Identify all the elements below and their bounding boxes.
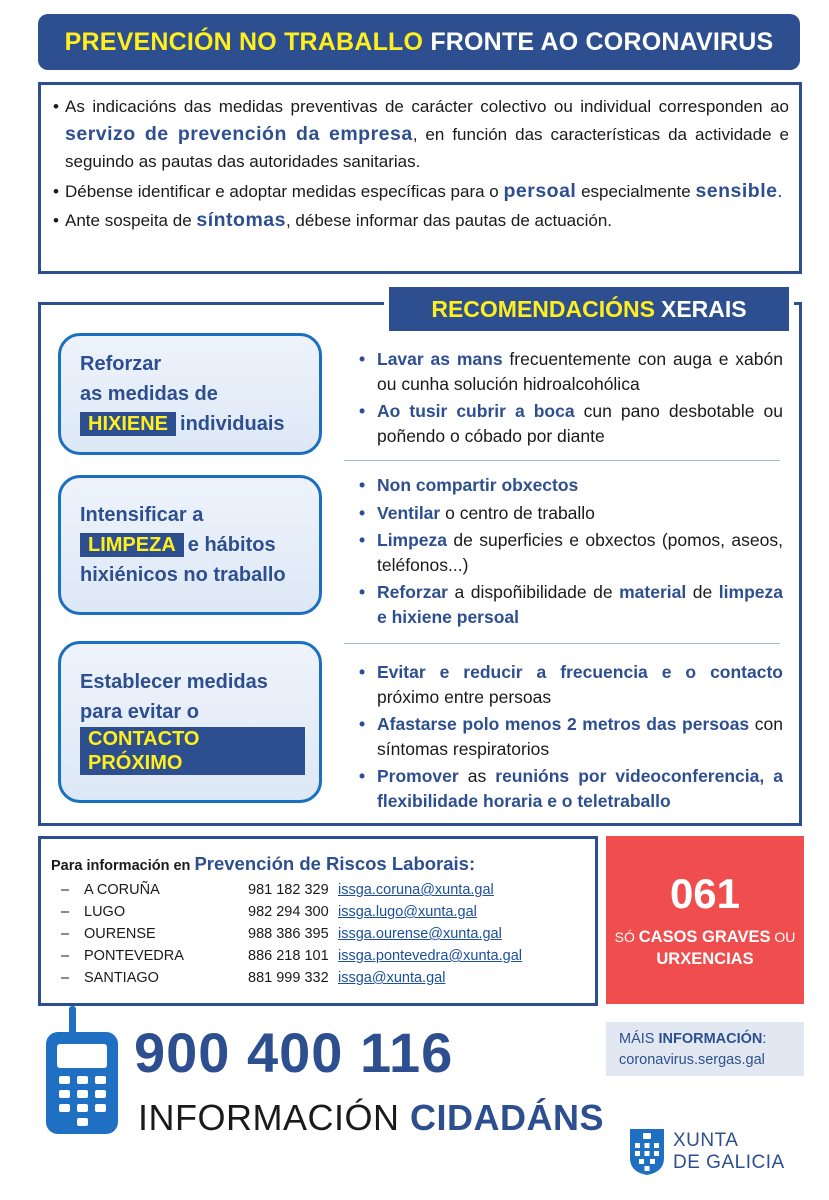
list-item (359, 712, 783, 761)
cleaning-list (359, 473, 783, 632)
xunta-logo-text (673, 1130, 785, 1174)
contact-email-link[interactable]: issga.pontevedra@xunta.gal (338, 948, 523, 964)
dash: – (61, 882, 70, 898)
more-info-a: MÁIS (619, 1031, 659, 1047)
card-line-rest: individuais (180, 413, 285, 435)
dash: – (61, 926, 70, 942)
dash: – (61, 970, 70, 986)
recommendations-title (389, 287, 789, 331)
list-text: con síntomas respiratorios (377, 714, 784, 759)
xunta-shield-icon (629, 1128, 665, 1176)
dash: – (61, 948, 70, 964)
more-info-b: INFORMACIÓN (658, 1031, 763, 1047)
contact-row (51, 879, 595, 901)
contact-heading (51, 853, 595, 875)
emergency-text-a: SÓ (614, 929, 639, 945)
emergency-text (615, 926, 796, 970)
intro-text: Débense identificar e adoptar medidas específicas para o (65, 181, 504, 201)
contact-email-link[interactable]: issga@xunta.gal (338, 970, 446, 986)
list-emphasis: material (619, 582, 687, 602)
contact-phone: 982 294 300 (248, 904, 329, 920)
list-emphasis: Promover (377, 766, 459, 786)
contact-phone: 881 999 332 (248, 970, 329, 986)
more-info-box (606, 1022, 804, 1076)
list-text: de (686, 582, 719, 602)
emergency-text-c: OU (770, 929, 796, 945)
card-line: Reforzar (80, 353, 162, 375)
intro-text: , en función das características da actividade e seguindo as pautas das autoridades sanitarias. (65, 124, 789, 171)
list-emphasis: reunións por videoconferencia, a flexibilidade horaria e o teletraballo (377, 766, 783, 811)
intro-text: As indicacións das medidas preventivas de carácter colectivo ou individual corresponden ao (65, 97, 789, 116)
list-emphasis: Afastarse polo menos 2 metros das persoas (377, 714, 750, 734)
xunta-logo (629, 1128, 785, 1176)
list-text: as (458, 766, 496, 786)
list-text: cun pano desbotable ou poñendo o cóbado por diante (377, 401, 783, 446)
card-line: as medidas de (80, 383, 218, 405)
contact-rows (51, 879, 595, 989)
list-emphasis: Limpeza (377, 530, 448, 550)
contact-phone: 886 218 101 (248, 948, 329, 964)
intro-text: Ante sospeita de (65, 211, 197, 230)
contact-email-link[interactable]: issga.coruna@xunta.gal (338, 882, 494, 898)
contact-row (51, 967, 595, 989)
intro-text: especialmente (576, 181, 696, 201)
card-tag: HIXIENE (80, 412, 176, 436)
intro-emphasis: síntomas (196, 209, 286, 231)
contact-email-link[interactable]: issga.lugo@xunta.gal (338, 904, 477, 920)
emergency-text-b: CASOS GRAVES (638, 928, 771, 946)
card-line: Establecer medidas (80, 670, 268, 693)
list-emphasis: Lavar as mans (377, 349, 503, 369)
phone-handset-icon (40, 1004, 124, 1138)
contact-city: SANTIAGO (84, 970, 159, 986)
contact-list (359, 660, 783, 816)
contact-row (51, 945, 595, 967)
card-tag: LIMPEZA (80, 533, 184, 557)
more-info-c: : (762, 1031, 767, 1047)
contact-phone: 981 182 329 (248, 882, 329, 898)
recommendations-title-a: RECOMENDACIÓNS (431, 295, 655, 322)
list-emphasis: Non compartir obxectos (377, 475, 579, 495)
list-item (359, 764, 783, 813)
more-info-label (619, 1029, 804, 1050)
contact-city: OURENSE (84, 926, 156, 942)
recommendations-box (38, 295, 802, 826)
intro-point-2 (53, 178, 789, 206)
card-line (80, 530, 309, 560)
dash: – (61, 904, 70, 920)
list-item (359, 580, 783, 629)
list-item (359, 347, 783, 396)
list-emphasis: Evitar e reducir a frecuencia e o contacto (377, 662, 783, 682)
intro-emphasis: servizo de prevención da empresa (65, 122, 413, 145)
card-line: Intensificar a (80, 504, 204, 526)
title-part1: PREVENCIÓN NO TRABALLO (64, 27, 424, 56)
title-part2: FRONTE AO CORONAVIRUS (430, 27, 774, 56)
divider (344, 460, 780, 461)
card-contact (58, 641, 322, 803)
emergency-box (606, 836, 804, 1004)
list-emphasis: limpeza e hixiene persoal (377, 582, 783, 627)
intro-emphasis: persoal (503, 179, 577, 202)
list-text: próximo entre persoas (377, 686, 552, 707)
contact-row (51, 901, 595, 923)
intro-text: , débese informar das pautas de actuación. (285, 211, 613, 230)
contact-row (51, 923, 595, 945)
list-text: o centro de traballo (440, 502, 595, 523)
card-line (80, 409, 309, 439)
list-text: de superficies e obxectos (pomos, aseos, teléfonos...) (377, 530, 783, 575)
contact-box (38, 836, 598, 1006)
citizen-label-a: INFORMACIÓN (138, 1097, 410, 1138)
card-line (80, 727, 309, 778)
card-line: para evitar o (80, 700, 199, 723)
list-item (359, 501, 783, 526)
intro-box (38, 82, 802, 274)
contact-email-link[interactable]: issga.ourense@xunta.gal (338, 926, 502, 942)
list-item (359, 473, 783, 498)
more-info-url[interactable]: coronavirus.sergas.gal (619, 1052, 765, 1068)
card-line: hixiénicos no traballo (80, 564, 286, 586)
list-emphasis: Ventilar (377, 502, 441, 523)
contact-heading-b: Prevención de Riscos Laborais: (194, 853, 476, 874)
card-line-rest: e hábitos (187, 534, 276, 556)
intro-text: . (777, 181, 783, 201)
page-title (38, 14, 800, 70)
emergency-text-d: URXENCIAS (656, 950, 754, 968)
list-text: frecuentemente con auga e xabón ou cunha solución hidroalcohólica (377, 349, 783, 394)
citizen-label-b: CIDADÁNS (410, 1097, 605, 1138)
card-hygiene (58, 333, 322, 455)
citizen-phone-label (138, 1092, 604, 1144)
contact-city: A CORUÑA (84, 882, 160, 898)
card-tag: CONTACTO PRÓXIMO (80, 727, 305, 775)
contact-phone: 988 386 395 (248, 926, 329, 942)
citizen-phone-number: 900 400 116 (134, 1021, 454, 1084)
intro-point-1 (53, 93, 789, 176)
contact-heading-a: Para información en (51, 858, 195, 874)
hygiene-list (359, 347, 783, 451)
intro-point-3 (53, 207, 789, 235)
intro-emphasis: sensible (695, 179, 778, 202)
recommendations-title-b: XERAIS (660, 295, 747, 322)
list-item (359, 399, 783, 448)
logo-line: XUNTA (673, 1130, 739, 1151)
logo-line: DE GALICIA (673, 1152, 785, 1173)
list-emphasis: Reforzar (377, 582, 448, 602)
list-emphasis: Ao tusir cubrir a boca (377, 401, 575, 421)
list-item (359, 528, 783, 577)
list-item (359, 660, 783, 709)
contact-city: PONTEVEDRA (84, 948, 184, 964)
divider (344, 643, 780, 644)
card-cleaning (58, 475, 322, 615)
list-text: a dispoñibilidade de (448, 582, 620, 602)
contact-city: LUGO (84, 904, 126, 920)
emergency-number: 061 (669, 870, 741, 917)
